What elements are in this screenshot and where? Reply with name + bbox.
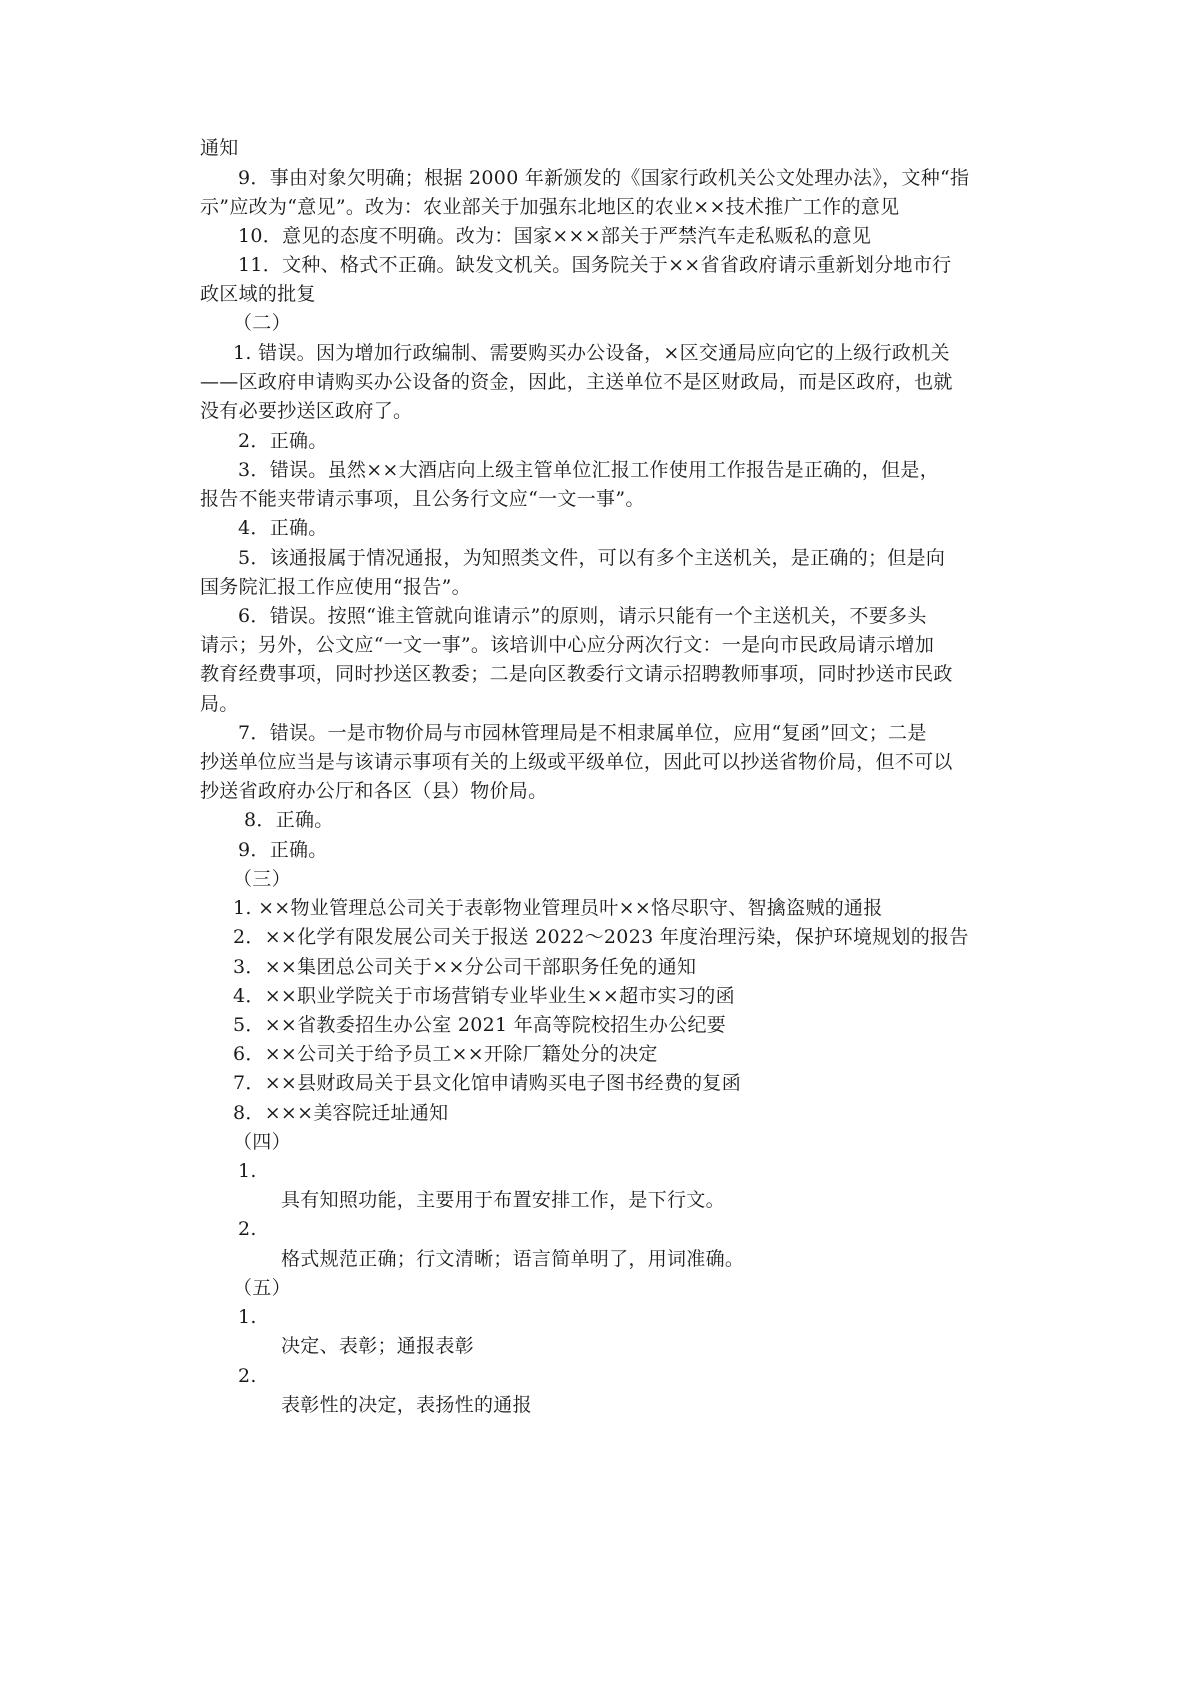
text-line: 8．×××美容院迁址通知 bbox=[233, 1102, 449, 1124]
text-line: 7．××县财政局关于县文化馆申请购买电子图书经费的复函 bbox=[233, 1072, 742, 1094]
text-line: 8．正确。 bbox=[244, 809, 334, 831]
text-line: 通知 bbox=[200, 137, 239, 159]
text-line: 格式规范正确；行文清晰；语言简单明了，用词准确。 bbox=[281, 1248, 745, 1270]
text-line: 3．错误。虽然××大酒店向上级主管单位汇报工作使用工作报告是正确的，但是， bbox=[238, 459, 940, 481]
text-line: 决定、表彰；通报表彰 bbox=[281, 1335, 475, 1357]
text-line: 9．事由对象欠明确；根据 2000 年新颁发的《国家行政机关公文处理办法》，文种“指 bbox=[238, 167, 970, 189]
text-line: 没有必要抄送区政府了。 bbox=[200, 400, 413, 422]
text-line: 6．××公司关于给予员工××开除厂籍处分的决定 bbox=[233, 1043, 658, 1065]
text-line: 7．错误。一是市物价局与市园林管理局是不相隶属单位，应用“复函”回文；二是 bbox=[238, 722, 927, 744]
section-heading: （五） bbox=[233, 1277, 291, 1299]
text-line: 报告不能夹带请示事项，且公务行文应“一文一事”。 bbox=[200, 488, 645, 510]
text-line: 1. bbox=[238, 1306, 257, 1328]
text-line: 抄送单位应当是与该请示事项有关的上级或平级单位，因此可以抄送省物价局，但不可以 bbox=[200, 751, 953, 773]
section-heading: （三） bbox=[233, 868, 291, 890]
text-line: 2. bbox=[238, 1218, 257, 1240]
text-line: 示”应改为“意见”。改为：农业部关于加强东北地区的农业××技术推广工作的意见 bbox=[200, 196, 900, 218]
text-line: 表彰性的决定，表扬性的通报 bbox=[281, 1394, 532, 1416]
text-line: 5．××省教委招生办公室 2021 年高等院校招生办公纪要 bbox=[233, 1014, 727, 1036]
text-line: 局。 bbox=[200, 693, 239, 715]
text-line: 国务院汇报工作应使用“报告”。 bbox=[200, 576, 471, 598]
text-line: 10．意见的态度不明确。改为：国家×××部关于严禁汽车走私贩私的意见 bbox=[238, 225, 872, 247]
text-line: 2．××化学有限发展公司关于报送 2022～2023 年度治理污染，保护环境规划的报告 bbox=[233, 926, 969, 948]
text-line: 2. bbox=[238, 1365, 257, 1387]
text-line: 1. ××物业管理总公司关于表彰物业管理员叶××恪尽职守、智擒盗贼的通报 bbox=[233, 897, 883, 919]
text-line: 3．××集团总公司关于××分公司干部职务任免的通知 bbox=[233, 956, 697, 978]
text-line: 具有知照功能，主要用于布置安排工作，是下行文。 bbox=[281, 1189, 725, 1211]
text-line: 4．××职业学院关于市场营销专业毕业生××超市实习的函 bbox=[233, 985, 735, 1007]
text-line: 5．该通报属于情况通报，为知照类文件，可以有多个主送机关，是正确的；但是向 bbox=[238, 547, 946, 569]
text-line: 抄送省政府办公厅和各区（县）物价局。 bbox=[200, 780, 548, 802]
text-line: 政区域的批复 bbox=[200, 283, 316, 305]
section-heading: （二） bbox=[233, 312, 291, 334]
text-line: 教育经费事项，同时抄送区教委；二是向区教委行文请示招聘教师事项，同时抄送市民政 bbox=[200, 663, 953, 685]
text-line: 2．正确。 bbox=[238, 430, 328, 452]
text-line: 1. bbox=[238, 1160, 257, 1182]
section-heading: （四） bbox=[233, 1131, 291, 1153]
text-line: 请示；另外，公文应“一文一事”。该培训中心应分两次行文：一是向市民政局请示增加 bbox=[200, 634, 935, 656]
text-line: 4．正确。 bbox=[238, 517, 328, 539]
text-line: 6．错误。按照“谁主管就向谁请示”的原则，请示只能有一个主送机关，不要多头 bbox=[238, 605, 927, 627]
text-line: ——区政府申请购买办公设备的资金，因此，主送单位不是区财政局，而是区政府，也就 bbox=[200, 371, 953, 393]
text-line: 9．正确。 bbox=[238, 839, 328, 861]
text-line: 11．文种、格式不正确。缺发文机关。国务院关于××省省政府请示重新划分地市行 bbox=[238, 254, 952, 276]
text-line: 1. 错误。因为增加行政编制、需要购买办公设备，×区交通局应向它的上级行政机关 bbox=[233, 342, 950, 364]
